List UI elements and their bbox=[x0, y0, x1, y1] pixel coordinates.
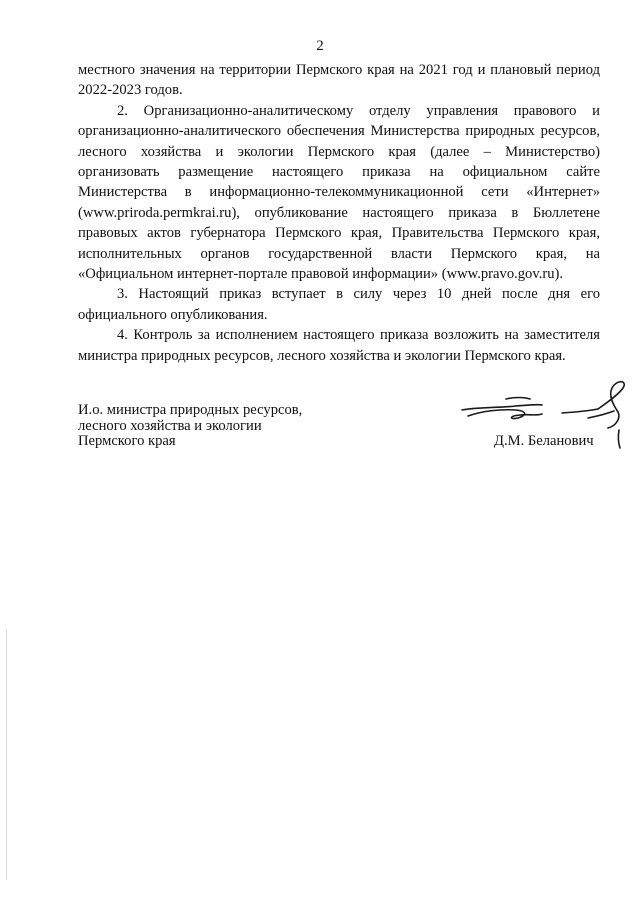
paragraph-item-4: 4. Контроль за исполнением настоящего приказа возложить на заместителя министра природных ресурсов, лесного хозяйства и экологии Пермского края. bbox=[78, 327, 600, 364]
scan-edge-mark bbox=[6, 630, 7, 880]
signatory-position-line-1: И.о. министра природных ресурсов, bbox=[78, 402, 303, 418]
signatory-position bbox=[78, 403, 302, 450]
paragraph-item-3: 3. Настоящий приказ вступает в силу через 10 дней после дня его официального опубликования. bbox=[78, 286, 600, 323]
signatory-position-line-2: лесного хозяйства и экологии bbox=[78, 417, 262, 434]
signatory-position-line-3: Пермского края bbox=[78, 433, 176, 449]
signatory-name: Д.М. Беланович bbox=[494, 433, 594, 449]
document-body bbox=[78, 60, 600, 366]
paragraph-item-2: 2. Организационно-аналитическому отделу управления правового и организационно-аналитического обеспечения Министерства природных ресурсов, лесного хозяйства и экологии Пермского края (далее – Министерство) организовать размещение настоящего приказа на официальном сайте Министерства в информационно-телекоммуникационной сети «Интернет» (www.priroda.permkrai.ru), опубликование настоящего приказа в Бюллетене правовых актов губернатора Пермского края, Правительства Пермского края, исполнительных органов государственной власти Пермского края, на «Официальном интернет-портале правовой информации» (www.pravo.gov.ru). bbox=[78, 102, 600, 283]
paragraph-continuation: местного значения на территории Пермского края на 2021 год и плановый период 2022-2023 годов. bbox=[78, 62, 600, 99]
page-number: 2 bbox=[316, 38, 324, 54]
